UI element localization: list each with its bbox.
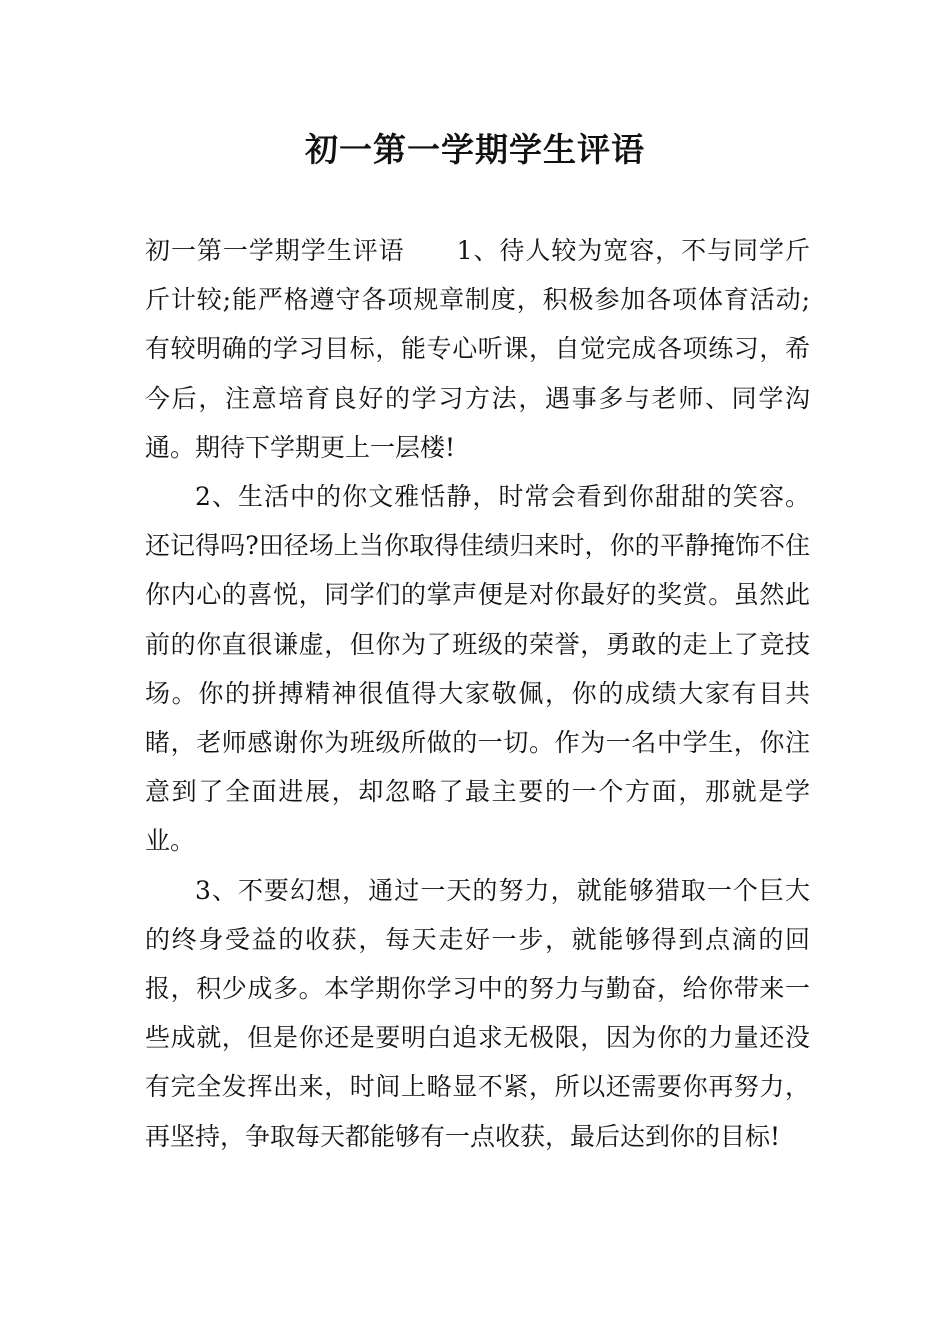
document-title: 初一第一学期学生评语 xyxy=(305,130,645,169)
paragraph-1-text: 1、待人较为宽容，不与同学斤斤计较;能严格遵守各项规章制度，积极参加各项体育活动;有较明确的学习目标，能专心听课，自觉完成各项练习，希今后，注意培育良好的学习方法，遇事多与老师、同学沟通。期待下学期更上一层楼! xyxy=(145,236,810,462)
document-body xyxy=(145,226,810,1161)
paragraph-lead-title: 初一第一学期学生评语 xyxy=(145,236,405,265)
paragraph-2: 2、生活中的你文雅恬静，时常会看到你甜甜的笑容。还记得吗?田径场上当你取得佳绩归来时，你的平静掩饰不住你内心的喜悦，同学们的掌声便是对你最好的奖赏。虽然此前的你直很谦虚，但你为了班级的荣誉，勇敢的走上了竞技场。你的拼搏精神很值得大家敬佩，你的成绩大家有目共睹，老师感谢你为班级所做的一切。作为一名中学生，你注意到了全面进展，却忽略了最主要的一个方面，那就是学业。 xyxy=(145,482,810,856)
paragraph-1 xyxy=(145,226,810,472)
paragraph-3: 3、不要幻想，通过一天的努力，就能够猎取一个巨大的终身受益的收获，每天走好一步，就能够得到点滴的回报，积少成多。本学期你学习中的努力与勤奋，给你带来一些成就，但是你还是要明白追求无极限，因为你的力量还没有完全发挥出来，时间上略显不紧，所以还需要你再努力，再坚持，争取每天都能够有一点收获，最后达到你的目标! xyxy=(145,875,810,1151)
